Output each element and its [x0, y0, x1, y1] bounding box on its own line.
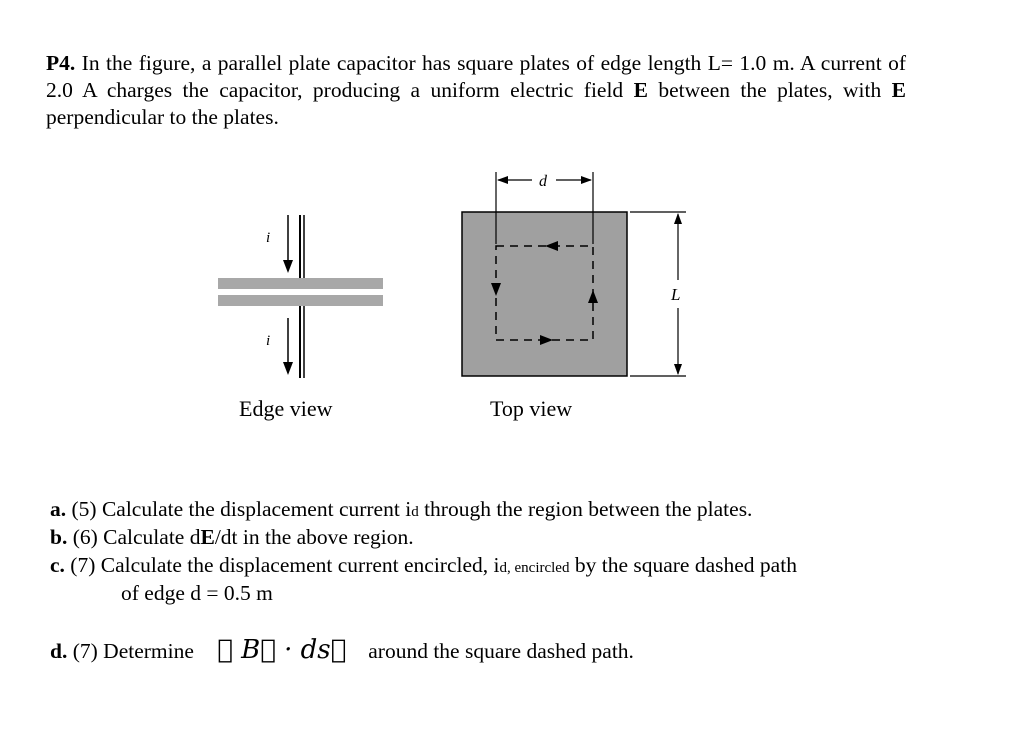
edge-view-caption: Edge view [239, 396, 333, 421]
question-d-text-1: (7) Determine [67, 639, 194, 663]
intro-text-3: perpendicular to the plates. [46, 105, 279, 129]
l-arrowhead-top-icon [674, 213, 682, 224]
capacitor-plate-bottom [218, 295, 383, 306]
top-view [462, 172, 686, 376]
question-c-text-1: (7) Calculate the displacement current encircled, i [64, 553, 500, 577]
plate-square [462, 212, 627, 376]
line-integral-expression: ∮ B⃗ · ds⃗ [217, 635, 347, 665]
d-arrowhead-left-icon [497, 176, 508, 184]
d-arrowhead-right-icon [581, 176, 592, 184]
question-a [50, 497, 752, 522]
question-d [50, 635, 634, 665]
capacitor-figure [200, 160, 720, 440]
l-arrowhead-bottom-icon [674, 364, 682, 375]
question-b-e-symbol: E [200, 525, 215, 549]
current-label-bottom: i [266, 333, 271, 349]
intro-e-symbol-1: E [633, 78, 648, 102]
edge-view [218, 215, 383, 378]
question-a-label: a. [50, 497, 67, 521]
capacitor-plate-top [218, 278, 383, 289]
question-b-label: b. [50, 525, 68, 549]
question-a-text-1: (5) Calculate the displacement current i [66, 497, 412, 521]
problem-number: P4. [46, 51, 76, 75]
intro-text-2: between the plates, with [647, 78, 892, 102]
question-d-text-2: around the square dashed path. [368, 639, 634, 663]
question-b [50, 525, 414, 550]
question-a-text-2: through the region between the plates. [418, 497, 753, 521]
top-view-caption: Top view [490, 396, 573, 421]
intro-text-1: In the figure, a parallel plate capacitor has square plates of edge length L= 1.0 m. A current of 2.0 A charges the capacitor, producing a uniform electric field [46, 51, 906, 102]
question-b-text-2: /dt in the above region. [214, 525, 414, 549]
intro-e-symbol-2: E [891, 78, 906, 102]
question-b-text-1: (6) Calculate d [67, 525, 201, 549]
question-c-text-2: by the square dashed path [569, 553, 797, 577]
l-label: L [671, 285, 681, 304]
current-label-top: i [266, 230, 271, 246]
d-label: d [539, 173, 547, 190]
question-c-subscript: d, encircled [499, 560, 570, 576]
question-c [50, 553, 797, 578]
question-d-label: d. [50, 639, 68, 663]
question-a-subscript: d [411, 504, 419, 520]
question-c-label: c. [50, 553, 65, 577]
problem-statement [46, 50, 906, 131]
current-arrowhead-bottom-icon [283, 362, 293, 375]
current-arrowhead-top-icon [283, 260, 293, 273]
question-c-line-2: of edge d = 0.5 m [121, 581, 273, 605]
